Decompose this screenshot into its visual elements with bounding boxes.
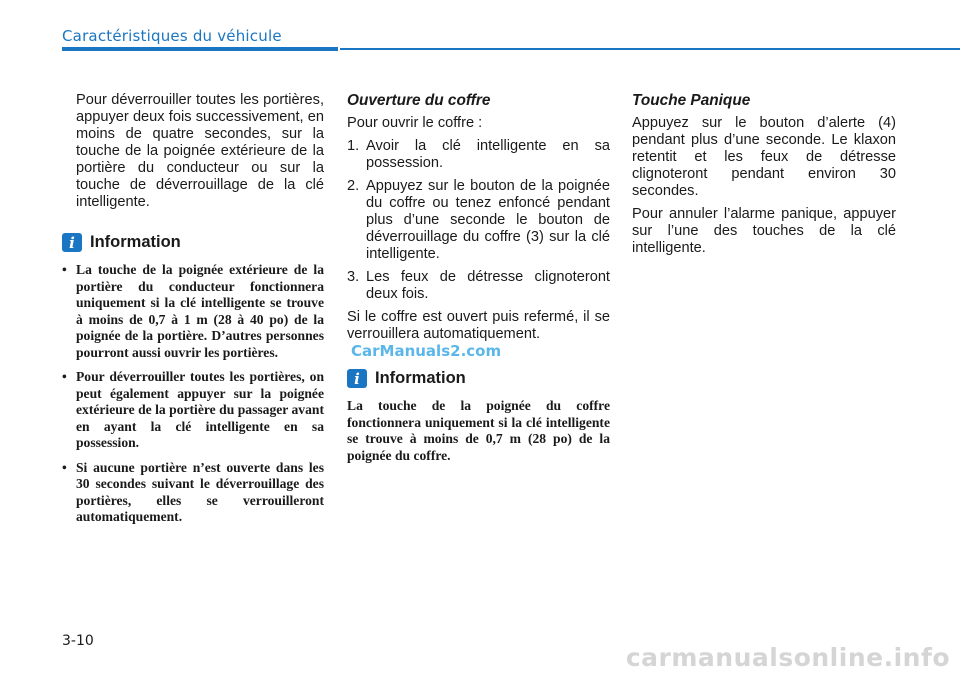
trunk-after: Si le coffre est ouvert puis refermé, il se verrouillera automatiquement. bbox=[347, 309, 610, 342]
bullet-text: Pour déverrouiller toutes les portières, on peut également appuyer sur la poignée extérieure de la portière du passager avant en ayant la clé intelligente en sa possession. bbox=[76, 369, 324, 450]
footer-watermark: carmanualsonline.info bbox=[625, 643, 950, 672]
bullet: • bbox=[62, 459, 67, 475]
bullet: • bbox=[62, 262, 67, 277]
info-text: La touche de la poignée du coffre fonctionnera uniquement si la clé intelligente se trouve à moins de 0,7 m (28 po) de la poignée du coffre. bbox=[347, 398, 610, 463]
info-box-heading bbox=[347, 369, 610, 388]
list-item bbox=[62, 369, 324, 452]
panic-paragraph-1: Appuyez sur le bouton d’alerte (4) pendant plus d’une seconde. Le klaxon retentit et les feux de détresse clignoteront pendant environ 30 secondes. bbox=[632, 115, 896, 199]
list-item bbox=[62, 262, 324, 361]
section-title: Caractéristiques du véhicule bbox=[62, 27, 282, 45]
step-number: 1. bbox=[347, 138, 360, 154]
trunk-steps bbox=[347, 138, 610, 303]
panic-paragraph-2: Pour annuler l’alarme panique, appuyer sur l’une des touches de la clé intelligente. bbox=[632, 206, 896, 256]
bullet-text: Si aucune portière n’est ouverte dans les 30 secondes suivant le déverrouillage des portières, elles se verrouilleront automatiquement. bbox=[76, 459, 324, 524]
step-number: 3. bbox=[347, 269, 360, 285]
list-item bbox=[347, 138, 610, 172]
header-rule-thin bbox=[340, 48, 960, 50]
step-number: 2. bbox=[347, 178, 360, 194]
step-text: Avoir la clé intelligente en sa possession. bbox=[366, 138, 610, 171]
panic-heading: Touche Panique bbox=[632, 92, 751, 109]
page-number: 3-10 bbox=[62, 633, 94, 649]
info-title: Information bbox=[90, 233, 181, 251]
list-item bbox=[62, 460, 324, 526]
step-text: Les feux de détresse clignoteront deux fois. bbox=[366, 269, 610, 302]
watermark-mid: CarManuals2.com bbox=[351, 342, 502, 360]
trunk-lead: Pour ouvrir le coffre : bbox=[347, 115, 483, 131]
bullet: • bbox=[62, 369, 67, 384]
info-box-heading bbox=[62, 233, 324, 252]
info-title: Information bbox=[375, 369, 466, 387]
column-2 bbox=[347, 92, 610, 464]
list-item bbox=[347, 269, 610, 303]
column-1 bbox=[62, 92, 324, 534]
info-icon: i bbox=[347, 369, 367, 388]
intro-paragraph: Pour déverrouiller toutes les portières, appuyer deux fois successivement, en moins de quatre secondes, sur la touche de la poignée extérieure de la portière du conducteur ou sur la touche de déverrouillage de la clé intelligente. bbox=[76, 92, 324, 210]
header-rule-thick bbox=[62, 47, 338, 51]
info-bullet-list bbox=[62, 262, 324, 526]
step-text: Appuyez sur le bouton de la poignée du coffre ou tenez enfoncé pendant plus d’une seconde le bouton de déverrouillage du coffre (3) sur la clé intelligente. bbox=[366, 178, 610, 262]
list-item bbox=[347, 178, 610, 263]
trunk-heading: Ouverture du coffre bbox=[347, 92, 491, 109]
info-icon: i bbox=[62, 233, 82, 252]
column-3 bbox=[632, 92, 896, 263]
bullet-text: La touche de la poignée extérieure de la portière du conducteur fonctionnera uniquement si la clé intelligente se trouve à moins de 0,7 à 1 m (28 à 40 po) de la poignée de la portière. D’autres personnes pourront aussi ouvrir les portières. bbox=[76, 262, 324, 360]
